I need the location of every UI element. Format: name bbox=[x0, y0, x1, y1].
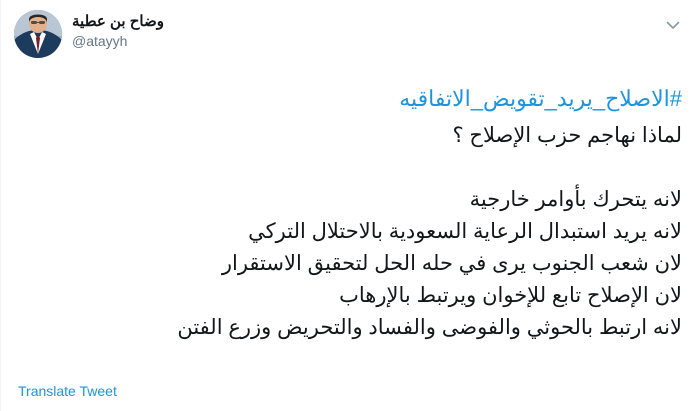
author-handle[interactable]: @atayyh bbox=[72, 33, 128, 49]
avatar[interactable] bbox=[14, 10, 62, 58]
author-name-block bbox=[72, 10, 164, 50]
tweet-footer bbox=[0, 378, 700, 411]
author-display-name[interactable]: وضاح بن عطية bbox=[72, 13, 164, 30]
tweet-line: لان الإصلاح تابع للإخوان ويرتبط بالإرهاب bbox=[339, 284, 682, 307]
hashtag-link[interactable]: #الاصلاح_يريد_تقويض_الاتفاقيه bbox=[399, 86, 682, 111]
translate-tweet-link[interactable]: Translate Tweet bbox=[18, 383, 117, 399]
user-avatar-icon bbox=[14, 10, 62, 58]
tweet-text bbox=[0, 62, 700, 378]
tweet-header bbox=[0, 0, 700, 62]
tweet-line-spacer bbox=[18, 152, 682, 184]
tweet-line: لان شعب الجنوب يرى في حله الحل لتحقيق الاستقرار bbox=[221, 252, 682, 275]
tweet-line: لماذا نهاجم حزب الإصلاح ؟ bbox=[452, 124, 682, 147]
tweet-line: لانه يتحرك بأوامر خارجية bbox=[469, 188, 682, 211]
chevron-down-icon[interactable] bbox=[662, 14, 684, 36]
tweet-line: لانه يريد استبدال الرعاية السعودية بالاحتلال التركي bbox=[248, 220, 682, 243]
tweet-line: لانه ارتبط بالحوثي والفوضى والفساد والتحريض وزرع الفتن bbox=[177, 316, 682, 339]
